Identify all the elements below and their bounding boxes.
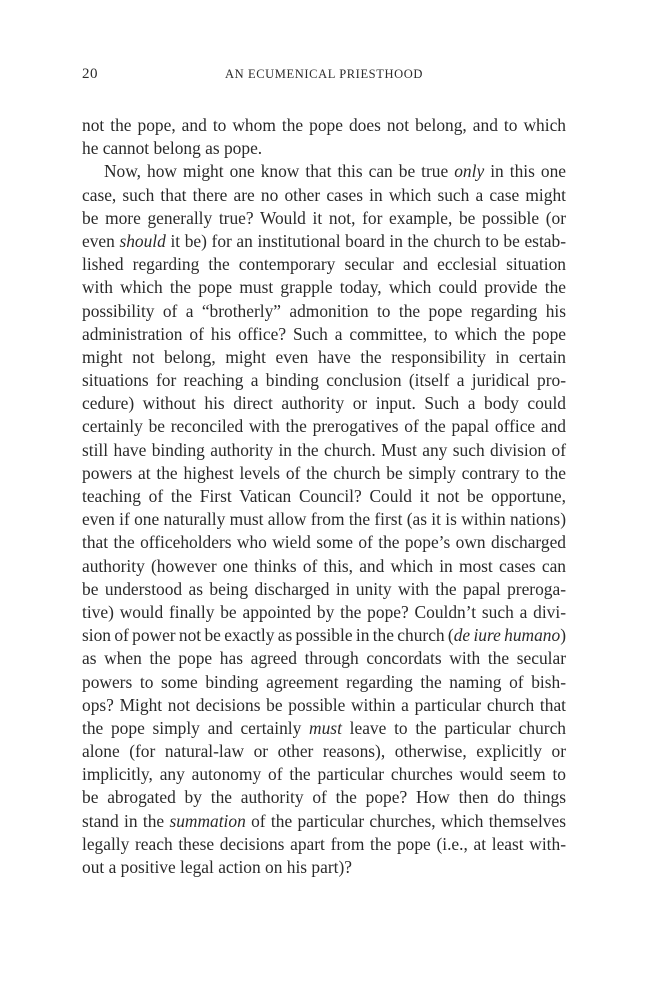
text-segment: he cannot belong as pope. [82, 138, 263, 159]
italic-text: summation [169, 810, 246, 831]
text-segment: ) [560, 625, 566, 646]
text-segment: administration of his office? Such a committee, to which the pope [82, 323, 566, 344]
text-line [82, 346, 566, 369]
body-text [82, 114, 566, 879]
text-line [82, 694, 566, 717]
text-segment: it be) for an institutional board in the church to be estab- [165, 230, 566, 251]
text-segment: lished regarding the contemporary secular and ecclesial situation [82, 254, 566, 275]
text-segment: be understood as being discharged in unity with the papal preroga- [82, 578, 566, 599]
text-line [82, 786, 566, 809]
text-segment: possibility of a “brotherly” admonition to the pope regarding his [82, 300, 566, 321]
text-segment: implicitly, any autonomy of the particular churches would seem to [82, 764, 567, 785]
text-line [82, 624, 566, 647]
text-segment: Now, how might one know that this can be true [104, 161, 455, 182]
text-line [82, 462, 566, 485]
text-line [82, 253, 566, 276]
text-line [82, 369, 566, 392]
text-segment: stand in the [82, 810, 170, 831]
text-line [82, 276, 566, 299]
text-segment: the pope simply and certainly [82, 717, 310, 738]
text-line [82, 415, 566, 438]
text-line [82, 300, 566, 323]
text-line [82, 740, 566, 763]
text-line [82, 207, 566, 230]
text-line [82, 439, 566, 462]
text-segment: cedure) without his direct authority or input. Such a body could [82, 393, 566, 414]
text-line [82, 230, 566, 253]
text-line [82, 508, 566, 531]
text-segment: of the particular churches, which themselves [245, 810, 566, 831]
text-segment: situations for reaching a binding conclusion (itself a juridical pro- [82, 370, 566, 391]
text-segment: even [82, 230, 120, 251]
text-segment: be abrogated by the authority of the pope? How then do things [82, 787, 567, 808]
text-segment: alone (for natural-law or other reasons), otherwise, explicitly or [82, 741, 566, 762]
text-line [82, 184, 566, 207]
text-line [82, 137, 566, 160]
text-line [82, 717, 566, 740]
running-header [82, 66, 566, 88]
text-segment: with which the pope must grapple today, which could provide the [82, 277, 566, 298]
text-segment: still have binding authority in the church. Must any such division of [82, 439, 566, 460]
italic-text: must [309, 717, 342, 738]
text-segment: teaching of the First Vatican Council? Could it not be opportune, [82, 486, 566, 506]
text-line [82, 647, 566, 670]
text-line [82, 160, 566, 183]
text-segment: be more generally true? Would it not, for example, be possible (or [82, 207, 566, 228]
italic-text: de iure humano [453, 625, 561, 646]
text-segment: might not belong, might even have the responsibility in certain [82, 346, 567, 367]
text-line [82, 763, 566, 786]
text-line [82, 114, 566, 137]
text-segment: even if one naturally must allow from the first (as it is within nations) [82, 509, 566, 530]
italic-text: should [119, 230, 166, 251]
text-line [82, 671, 566, 694]
text-segment: leave to the particular church [341, 717, 566, 738]
text-segment: authority (however one thinks of this, and which in most cases can [82, 555, 566, 576]
text-segment: case, such that there are no other cases in which such a case might [82, 184, 566, 205]
italic-text: only [454, 161, 485, 182]
text-segment: certainly be reconciled with the prerogatives of the papal office and [82, 416, 566, 437]
page-number: 20 [82, 66, 98, 82]
text-line [82, 578, 566, 601]
text-segment: powers to some binding agreement regarding the naming of bish- [82, 671, 566, 692]
text-line [82, 392, 566, 415]
text-segment: legally reach these decisions apart from the pope (i.e., at least with- [82, 833, 566, 854]
text-segment: in this one [484, 161, 566, 182]
text-line [82, 555, 566, 578]
text-line [82, 323, 566, 346]
text-segment: out a positive legal action on his part)? [82, 857, 352, 877]
text-segment: sion of power not be exactly as possible in the church ( [82, 625, 454, 646]
text-line [82, 531, 566, 554]
text-segment: powers at the highest levels of the church be simply contrary to the [82, 462, 566, 483]
text-segment: not the pope, and to whom the pope does not belong, and to which [82, 115, 566, 135]
text-segment: that the officeholders who wield some of the pope’s own discharged [82, 532, 567, 553]
text-segment: as when the pope has agreed through concordats with the secular [82, 648, 566, 669]
text-line [82, 601, 566, 624]
text-line [82, 485, 566, 508]
text-segment: tive) would finally be appointed by the pope? Couldn’t such a divi- [82, 601, 566, 622]
text-line [82, 856, 566, 879]
text-line [82, 810, 566, 833]
text-line [82, 833, 566, 856]
text-segment: ops? Might not decisions be possible within a particular church that [82, 694, 566, 715]
running-head-title: AN ECUMENICAL PRIESTHOOD [225, 67, 423, 81]
